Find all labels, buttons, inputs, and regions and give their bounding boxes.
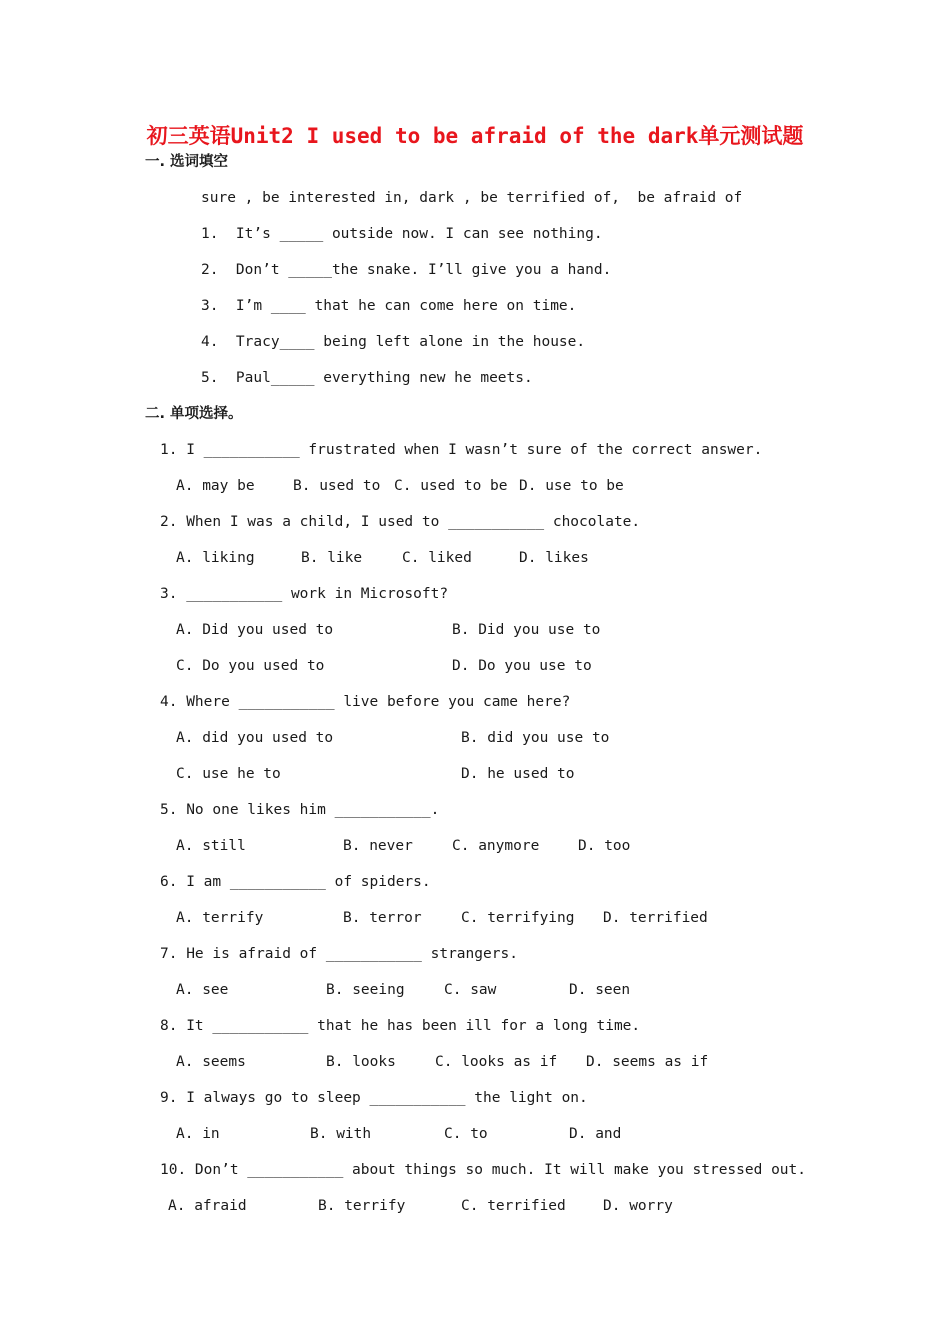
word-bank: sure , be interested in, dark , be terrified of, be afraid of	[201, 190, 743, 206]
option: C. use he to	[176, 766, 281, 782]
option: D. worry	[603, 1198, 673, 1214]
option: C. Do you used to	[176, 658, 325, 674]
option: C. terrifying	[461, 910, 575, 926]
option: C. liked	[402, 550, 472, 566]
option: A. still	[176, 838, 246, 854]
option: C. saw	[444, 982, 497, 998]
question: 1. I ___________ frustrated when I wasn’t sure of the correct answer.	[160, 442, 763, 458]
question: 3. ___________ work in Microsoft?	[160, 586, 449, 602]
option: C. terrified	[461, 1198, 566, 1214]
question: 2. When I was a child, I used to ___________ chocolate.	[160, 514, 641, 530]
question: 8. It ___________ that he has been ill for a long time.	[160, 1018, 641, 1034]
option: D. use to be	[519, 478, 624, 494]
option: B. seeing	[326, 982, 405, 998]
option: A. see	[176, 982, 229, 998]
option: B. used to	[293, 478, 381, 494]
option: A. Did you used to	[176, 622, 334, 638]
fill-item: 2. Don’t _____the snake. I’ll give you a hand.	[201, 262, 612, 278]
fill-item: 4. Tracy____ being left alone in the house.	[201, 334, 586, 350]
option: D. he used to	[461, 766, 575, 782]
option: D. seems as if	[586, 1054, 709, 1070]
question: 10. Don’t ___________ about things so much. It will make you stressed out.	[160, 1162, 807, 1178]
question: 9. I always go to sleep ___________ the light on.	[160, 1090, 588, 1106]
option: A. terrify	[176, 910, 264, 926]
section2-heading: 二. 单项选择。	[145, 406, 243, 422]
question: 6. I am ___________ of spiders.	[160, 874, 431, 890]
option: A. may be	[176, 478, 255, 494]
option: B. terror	[343, 910, 422, 926]
fill-item: 5. Paul_____ everything new he meets.	[201, 370, 533, 386]
page-title: 初三英语Unit2 I used to be afraid of the dark单元测试题	[146, 124, 804, 148]
option: A. did you used to	[176, 730, 334, 746]
option: D. Do you use to	[452, 658, 592, 674]
question: 5. No one likes him ___________.	[160, 802, 440, 818]
option: C. looks as if	[435, 1054, 558, 1070]
option: B. Did you use to	[452, 622, 601, 638]
option: C. anymore	[452, 838, 540, 854]
option: A. seems	[176, 1054, 246, 1070]
option: D. likes	[519, 550, 589, 566]
option: B. looks	[326, 1054, 396, 1070]
option: D. terrified	[603, 910, 708, 926]
option: C. to	[444, 1126, 488, 1142]
option: B. with	[310, 1126, 372, 1142]
option: B. never	[343, 838, 413, 854]
fill-item: 1. It’s _____ outside now. I can see nothing.	[201, 226, 603, 242]
question: 4. Where ___________ live before you came here?	[160, 694, 571, 710]
option: A. in	[176, 1126, 220, 1142]
option: D. seen	[569, 982, 631, 998]
option: C. used to be	[394, 478, 508, 494]
option: A. afraid	[168, 1198, 247, 1214]
option: B. did you use to	[461, 730, 610, 746]
option: B. like	[301, 550, 363, 566]
option: B. terrify	[318, 1198, 406, 1214]
option: A. liking	[176, 550, 255, 566]
fill-item: 3. I’m ____ that he can come here on time.	[201, 298, 577, 314]
option: D. too	[578, 838, 631, 854]
question: 7. He is afraid of ___________ strangers.	[160, 946, 518, 962]
option: D. and	[569, 1126, 622, 1142]
section1-heading: 一. 选词填空	[145, 154, 229, 170]
